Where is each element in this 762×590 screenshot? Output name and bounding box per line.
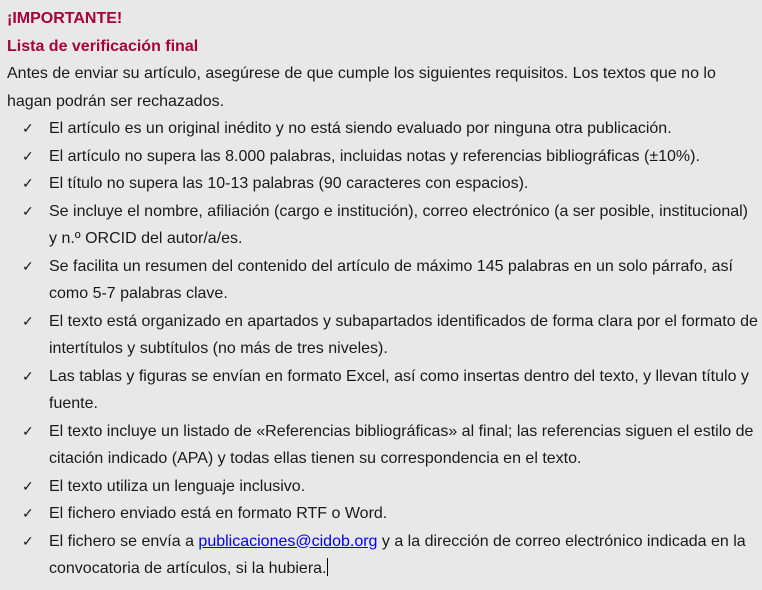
checklist-item xyxy=(22,528,758,583)
checklist-item xyxy=(22,170,758,198)
checkmark-icon: ✓ xyxy=(22,257,34,274)
checklist-item-text: Se facilita un resumen del contenido del artículo de máximo 145 palabras en un solo párrafo, así como 5-7 palabras clave. xyxy=(49,257,733,302)
checklist-item xyxy=(22,363,758,418)
checklist-item xyxy=(22,253,758,308)
email-link[interactable]: publicaciones@cidob.org xyxy=(198,532,378,550)
checklist-item xyxy=(22,418,758,473)
checkmark-icon: ✓ xyxy=(22,120,34,136)
checklist-item xyxy=(22,198,758,253)
checkmark-icon: ✓ xyxy=(22,477,34,494)
intro-paragraph: Antes de enviar su artículo, asegúrese de que cumple los siguientes requisitos. Los textos que no lo hagan podrán ser rechazados. xyxy=(7,65,716,110)
checkmark-icon: ✓ xyxy=(22,422,34,439)
checklist-item xyxy=(22,473,758,501)
checkmark-icon: ✓ xyxy=(22,367,34,384)
checkmark-icon: ✓ xyxy=(22,505,34,521)
text-cursor xyxy=(327,558,328,576)
checkmark-icon: ✓ xyxy=(22,147,34,164)
checklist-item-text: El fichero se envía a xyxy=(49,532,199,550)
checklist-item-text: El texto está organizado en apartados y subapartados identificados de forma clara por el formato de intertítulos y subtítulos (no más de tres niveles). xyxy=(49,312,758,357)
checklist-item-text: El texto utiliza un lenguaje inclusivo. xyxy=(49,477,306,495)
checklist-item xyxy=(22,308,758,363)
checklist-item xyxy=(22,143,758,171)
checklist-title: Lista de verificación final xyxy=(7,37,199,55)
checkmark-icon: ✓ xyxy=(22,312,34,329)
checklist-item-text: y a la dirección de correo electrónico indicada en la convocatoria de artículos, si la hubiera. xyxy=(49,532,746,577)
checklist-item-text: El fichero enviado está en formato RTF o Word. xyxy=(49,505,388,522)
checklist-item-text: El artículo no supera las 8.000 palabras, incluidas notas y referencias bibliográficas (±10%). xyxy=(49,147,700,165)
checklist-item-text: El título no supera las 10-13 palabras (90 caracteres con espacios). xyxy=(49,175,529,192)
checklist-item xyxy=(22,500,758,528)
checkmark-icon: ✓ xyxy=(22,175,34,191)
checklist-item-text: El texto incluye un listado de «Referencias bibliográficas» al final; las referencias siguen el estilo de citación indicado (APA) y todas ellas tienen su correspondencia en el texto. xyxy=(49,422,754,467)
checkmark-icon: ✓ xyxy=(22,202,34,219)
checklist-item-text: El artículo es un original inédito y no está siendo evaluado por ninguna otra publicación. xyxy=(49,120,672,137)
checklist-item xyxy=(22,115,758,143)
checkmark-icon: ✓ xyxy=(22,532,34,549)
checklist-item-text: Las tablas y figuras se envían en formato Excel, así como insertas dentro del texto, y llevan título y fuente. xyxy=(49,367,749,412)
checklist-item-text: Se incluye el nombre, afiliación (cargo e institución), correo electrónico (a ser posible, institucional) y n.º ORCID del autor/a/es. xyxy=(49,202,748,247)
checklist xyxy=(7,115,758,583)
important-heading: ¡IMPORTANTE! xyxy=(7,10,123,27)
